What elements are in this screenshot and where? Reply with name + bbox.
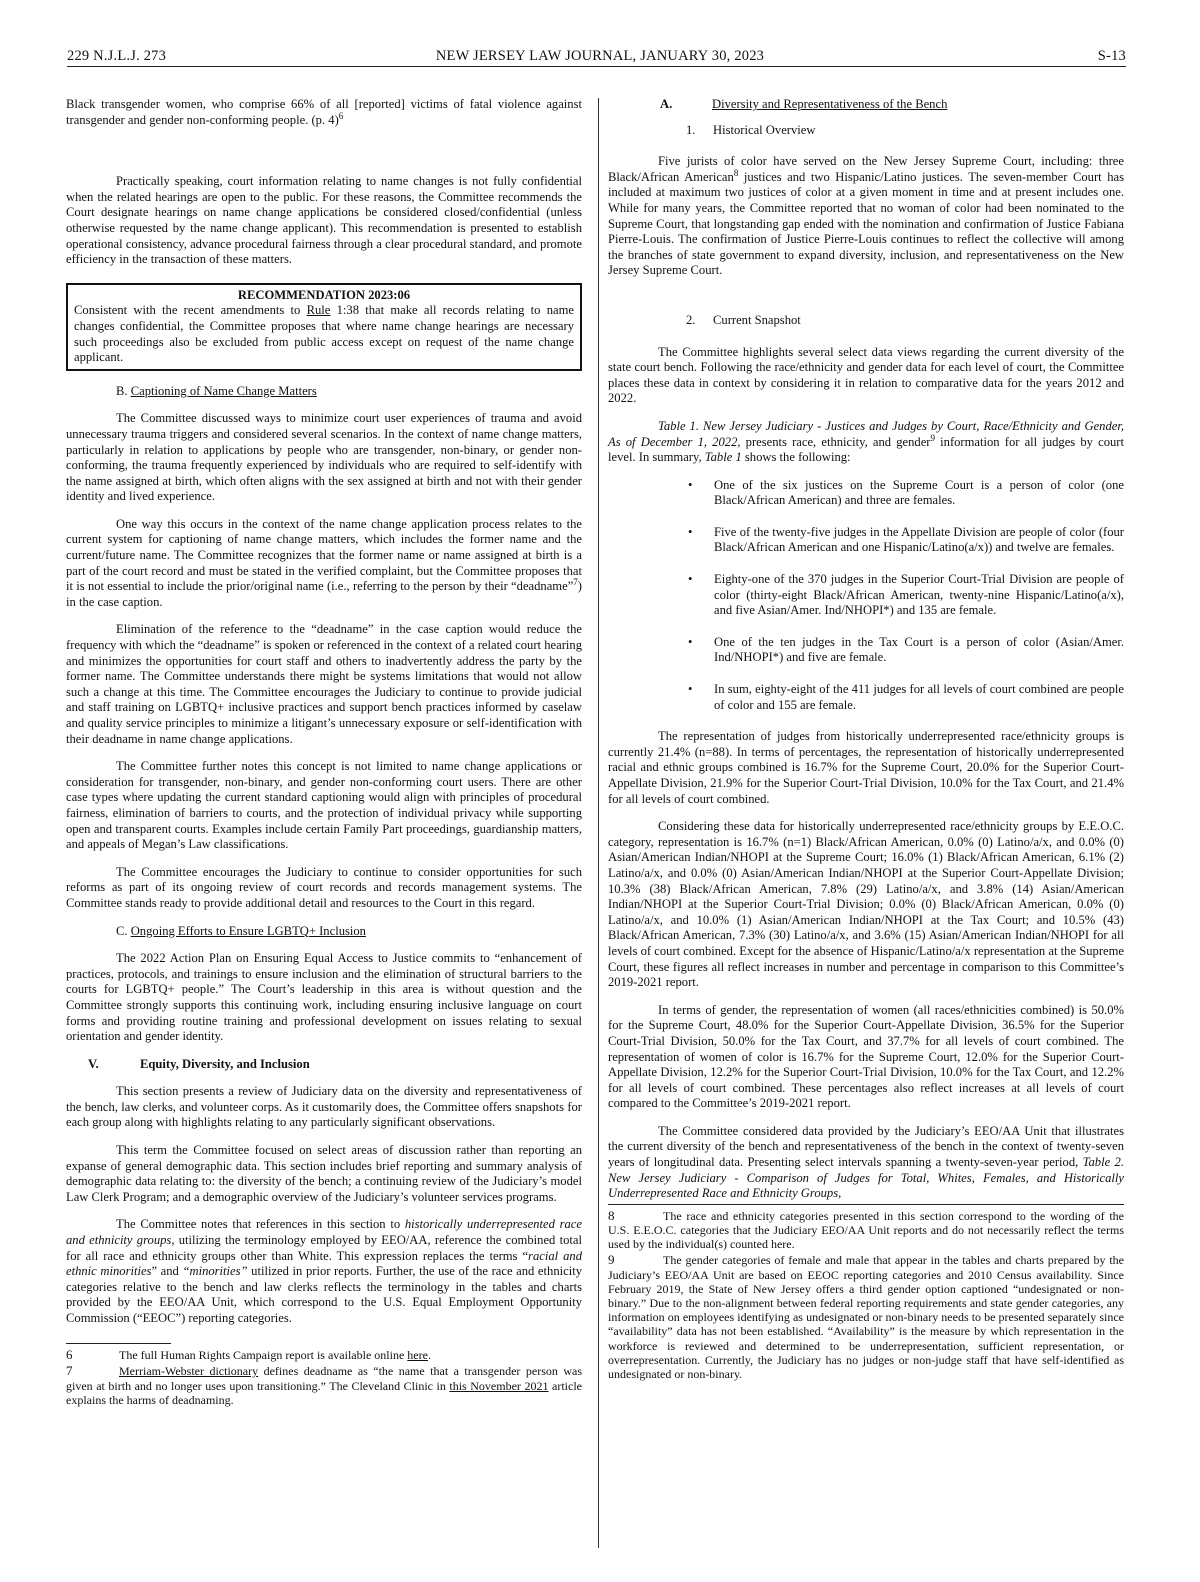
- list-item: • Five of the twenty-five judges in the Appellate Division are people of color (four Black/African American and one Hispanic/Latino(a/x)) and twelve are females.: [688, 524, 1124, 555]
- subsection-heading-a: A. Diversity and Representativeness of the Bench: [660, 97, 948, 111]
- paragraph: This term the Committee focused on select areas of discussion rather than reporting an expanse of general demographic data. This section includes brief reporting and summary analysis of demographic data relating to: the diversity of the bench; a continuing review of the Judiciary’s model Law Clerk Program; and a demographic overview of the Judiciary’s volunteer services programs.: [66, 1143, 582, 1204]
- footnote-ref-6[interactable]: 6: [338, 110, 344, 121]
- summary-bullet-list: [608, 478, 1124, 714]
- footnote-link-article[interactable]: this November 2021: [449, 1378, 549, 1393]
- paragraph: The 2022 Action Plan on Ensuring Equal Access to Justice commits to “enhancement of practices, protocols, and trainings to ensure inclusion and the elimination of structural barriers to the courts for LGBTQ+ people.” The Court’s leadership in this area is without question and the Committee strongly supports this continuing work, including ensuring inclusive language on court forms and providing routine training and professional development on issues relating to sexual orientation and gender identity.: [66, 951, 582, 1044]
- column-divider: [598, 98, 599, 1548]
- bullet-icon: •: [688, 572, 693, 587]
- paragraph: The Committee considered data provided by the Judiciary’s EEO/AA Unit that illustrates the current diversity of the bench and representativeness of the bench in the context of twenty-seven years of longitudinal data. Presenting select intervals spanning a twenty-seven-year period, Table 2. New Jersey Judiciary - Comparison of Judges for Total, Whites, Females, and Historically Underrepresented Race and Ethnicity Groups,: [608, 1123, 1124, 1201]
- paragraph: Considering these data for historically underrepresented race/ethnicity groups by E.E.O.C. category, representation is 16.7% (n=1) Black/African American, 0.0% (0) Latino/a/x, and 0.0% (0) Asian/American Indian/NHOPI at the Supreme Court; 16.0% (1) Black/African American, 6.1% (2) Latino/a/x, and 0.0% (0) Asian/American Indian/NHOPI at the Superior Court-Appellate Division; 10.3% (38) Black/African American, 7.8% (29) Latino/a/x, and 3.8% (14) Asian/American Indian/NHOPI at the Superior Court-Trial Division; 0.0% (0) Black/African American, 0.0% (0) Latino/a/x, and 10.0% (1) Asian/American Indian/NHOPI at the Tax Court; and 10.5% (43) Black/African American, 7.3% (30) Latino/a/x, and 3.6% (15) Asian/American Indian/NHOPI for all levels of court combined. Except for the absence of Hispanic/Latino/a/x representation at the Supreme Court, these figures all reflect increases in number and percentage in comparison to this Committee’s 2019-2021 report.: [608, 819, 1124, 990]
- paragraph: Elimination of the reference to the “deadname” in the case caption would reduce the frequency with which the “deadname” is spoken or referenced in the context of a related court hearing and minimizes the opportunities for court staff and others to inadvertently address the party by the former name. The Committee understands there might be systems limitations that would not allow such a change at this time. The Committee encourages the Judiciary to continue to provide judicial and staff training on LGBTQ+ inclusive practices and support bench practices informed by caselaw and quality service principles to minimize a litigant’s unnecessary exposure or self-identification with their deadname in name change applications.: [66, 622, 582, 746]
- paragraph: Table 1. New Jersey Judiciary - Justices and Judges by Court, Race/Ethnicity and Gender, As of December 1, 2022, presents race, ethnicity, and gender$^9$ information for all judges by court level. In summary, Table 1 shows the following:: [608, 418, 1124, 465]
- recommendation-text: Consistent with the recent amendments to Rule 1:38 that make all records relating to name changes confidential, the Committee proposes that where name change hearings are necessary such proceedings also be excluded from public access except on request of the name change applicant.: [74, 303, 574, 365]
- right-column: [608, 97, 1124, 1383]
- paragraph: Five jurists of color have served on the New Jersey Supreme Court, including: three Black/African American$^8$ justices and two Hispanic/Latino justices. The seven-member Court has included at maximum two justices of color at a given moment in time and at present includes one. While for many years, the Committee reported that no woman of color had been nominated to the Supreme Court, that longstanding gap ended with the nomination and confirmation of Justice Fabiana Pierre-Louis. The confirmation of Justice Pierre-Louis continues to reflect the collective will among the branches of state government to expand diversity, inclusion, and representativeness on the New Jersey Supreme Court.: [608, 154, 1124, 278]
- list-item: • In sum, eighty-eight of the 411 judges for all levels of court combined are people of color and 155 are female.: [688, 682, 1124, 712]
- list-item: • One of the ten judges in the Tax Court is a person of color (Asian/Amer. Ind/NHOPI*) and five are female.: [688, 634, 1124, 665]
- paragraph: In terms of gender, the representation of women (all races/ethnicities combined) is 50.0% for the Supreme Court, 48.0% for the Superior Court-Appellate Division, 36.5% for the Superior Court-Trial Division, 50.0% for the Tax Court, and 37.7% for all levels of court combined. The representation of women of color is 16.7% for the Supreme Court, 12.0% for the Superior Court-Appellate Division, 12.2% for the Superior Court-Trial Division, 10.0% for the Tax Court, and 12.2% for all levels of court combined. These percentages also reflect increases at all levels of court compared to the Committee’s 2019-2021 report.: [608, 1002, 1124, 1111]
- subheading-current-snapshot: 2. Current Snapshot: [686, 312, 801, 327]
- subsection-heading-b: B. Captioning of Name Change Matters: [116, 383, 317, 398]
- footnote-ref-8[interactable]: 8: [733, 167, 739, 178]
- bullet-icon: •: [688, 477, 693, 492]
- paragraph: The Committee further notes this concept is not limited to name change applications or consideration for transgender, non-binary, and gender non-conforming court users. There are other case types where updating the current standard captioning would align with principles of procedural fairness, elimination of barriers to courts, and the protection of individual privacy while supporting open and transparent courts. Examples include certain Family Part proceedings, guardianship matters, and appeals of Megan’s Law classifications.: [66, 759, 582, 852]
- section-heading-v: V. Equity, Diversity, and Inclusion: [88, 1056, 310, 1071]
- recommendation-title: RECOMMENDATION 2023:06: [237, 287, 411, 302]
- paragraph: The Committee highlights several select data views regarding the current diversity of the state court bench. Following the race/ethnicity and gender data for each level of court, the Committee places these data in context by considering it in relation to comparative data for the years 2012 and 2022.: [608, 344, 1124, 406]
- paragraph: The Committee notes that references in this section to historically underrepresented race and ethnicity groups, utilizing the terminology employed by EEO/AA, reference the combined total for all race and ethnicity groups other than White. This expression replaces the terms “racial and ethnic minorities” and “minorities” utilized in prior reports. Further, the use of the race and ethnicity categories relative to the bench and law clerks reflects the terminology in the tables and charts provided by the EEO/AA Unit, which correspond to the U.S. Equal Employment Opportunity Commission (“EEOC”) reporting categories.: [66, 1217, 583, 1325]
- quote-paragraph: Black transgender women, who comprise 66% of all [reported] victims of fatal violence against transgender and gender non-conforming people. (p. 4)$^6$: [66, 97, 582, 127]
- subsection-heading-c: C. Ongoing Efforts to Ensure LGBTQ+ Inclusion: [116, 923, 366, 938]
- footnote-link-merriam-webster[interactable]: Merriam-Webster dictionary: [119, 1364, 259, 1379]
- paragraph: The Committee encourages the Judiciary to continue to consider opportunities for such reforms as part of its ongoing review of court records and records management systems. The Committee stands ready to provide additional detail and resources to the Court in this regard.: [66, 864, 582, 910]
- running-header-title: NEW JERSEY LAW JOURNAL, JANUARY 30, 2023: [435, 48, 765, 64]
- running-header-page-number: S-13: [1097, 48, 1126, 64]
- footnote-ref-7[interactable]: 7: [573, 577, 578, 588]
- footnote-ref-9[interactable]: 9: [930, 432, 935, 443]
- recommendation-box: [66, 283, 582, 371]
- list-item: • Eighty-one of the 370 judges in the Superior Court-Trial Division are people of color (thirty-eight Black/African American, twenty-nine Hispanic/Latino(a/x), and five Asian/Amer. Ind/NHOPI*) and 135 are female.: [688, 572, 1124, 618]
- footnote-8: 8 The race and ethnicity categories presented in this section correspond to the wording of the U.S. E.E.O.C. categories that the Judiciary EEO/AA Unit reports and do not necessarily reflect the terms used by the individual(s) counted here.: [608, 1207, 1124, 1252]
- paragraph: One way this occurs in the context of the name change application process relates to the current system for captioning of name change matters, which includes the former name and the current/future name. The Committee recognizes that the former name or name assigned at birth is a part of the court record and must be stated in the verified complaint, but the Committee proposes that it is not essential to include the prior/original name (i.e., referring to the person by their “deadname”$^7$) in the case caption.: [66, 516, 582, 609]
- bullet-icon: •: [688, 524, 693, 539]
- bullet-icon: •: [688, 634, 693, 649]
- rule-link[interactable]: Rule: [306, 303, 331, 318]
- header-rule: [67, 66, 1126, 67]
- footnote-6: 6 The full Human Rights Campaign report is available online here.: [66, 1346, 431, 1362]
- paragraph: Practically speaking, court information relating to name changes is not fully confidential when the related hearings are open to the public. For these reasons, the Committee recommends the Court designate hearings on name change applications be considered closed/confidential (unless otherwise requested by the name change applicant). This recommendation is presented to establish operational consistency, advance procedural fairness through a clear procedural standard, and promote efficiency in the transaction of these matters.: [66, 174, 582, 267]
- paragraph: This section presents a review of Judiciary data on the diversity and representativeness of the bench, law clerks, and volunteer corps. As it customarily does, the Committee offers snapshots for each group along with highlights relating to any particularly significant observations.: [66, 1084, 582, 1130]
- footnote-link-here[interactable]: here: [407, 1347, 428, 1362]
- paragraph: The representation of judges from historically underrepresented race/ethnicity groups is currently 21.4% (n=88). In terms of percentages, the representation of historically underrepresented racial and ethnic groups combined is 16.7% for the Supreme Court, 20.0% for the Superior Court-Appellate Division, 21.9% for the Superior Court-Trial Division, 10.0% for the Tax Court, and 21.4% for all levels of court combined.: [608, 729, 1124, 806]
- footnote-rule: [66, 1343, 171, 1344]
- list-item: • One of the six justices on the Supreme Court is a person of color (one Black/African American) and three are females.: [688, 477, 1124, 508]
- bullet-icon: •: [688, 682, 693, 697]
- footnote-7: 7 Merriam-Webster dictionary defines deadname as “the name that a transgender person was given at birth and no longer uses upon transitioning.” The Cleveland Clinic in this November 2021 article explains the harms of deadnaming.: [66, 1363, 582, 1408]
- subheading-historical-overview: 1. Historical Overview: [686, 122, 816, 137]
- paragraph: The Committee discussed ways to minimize court user experiences of trauma and avoid unnecessary trauma triggers and considered several scenarios. In the context of name change matters, particularly in relation to applications by people who are transgender, non-binary, or gender non-conforming, the trauma frequently experienced by individuals who are required to self-identify with the name assigned at birth, which often aligns with the sex assigned at birth and not with their gender identity and lived experience.: [66, 411, 582, 504]
- footnote-rule: [608, 1204, 1124, 1205]
- left-column: [66, 97, 582, 1410]
- footnote-9: 9 The gender categories of female and male that appear in the tables and charts prepared by the Judiciary’s EEO/AA Unit are based on EEOC reporting categories and 2010 Census availability. Since February 2019, the State of New Jersey offers a third gender option captioned “undesignated or non-binary.” Due to the non-alignment between federal reporting requirements and state gender categories, any information on employees identifying as undesignated or non-binary needs to be presented separately since “availability” data has not been established. “Availability” is the measure by which representation in the workforce is reviewed and determined to be underrepresentation, sufficient representation, or overrepresentation. Currently, the Judiciary has no judges or non-judge staff that have self-identified as undesignated or non-binary.: [608, 1252, 1124, 1382]
- running-header-citation: 229 N.J.L.J. 273: [67, 48, 167, 64]
